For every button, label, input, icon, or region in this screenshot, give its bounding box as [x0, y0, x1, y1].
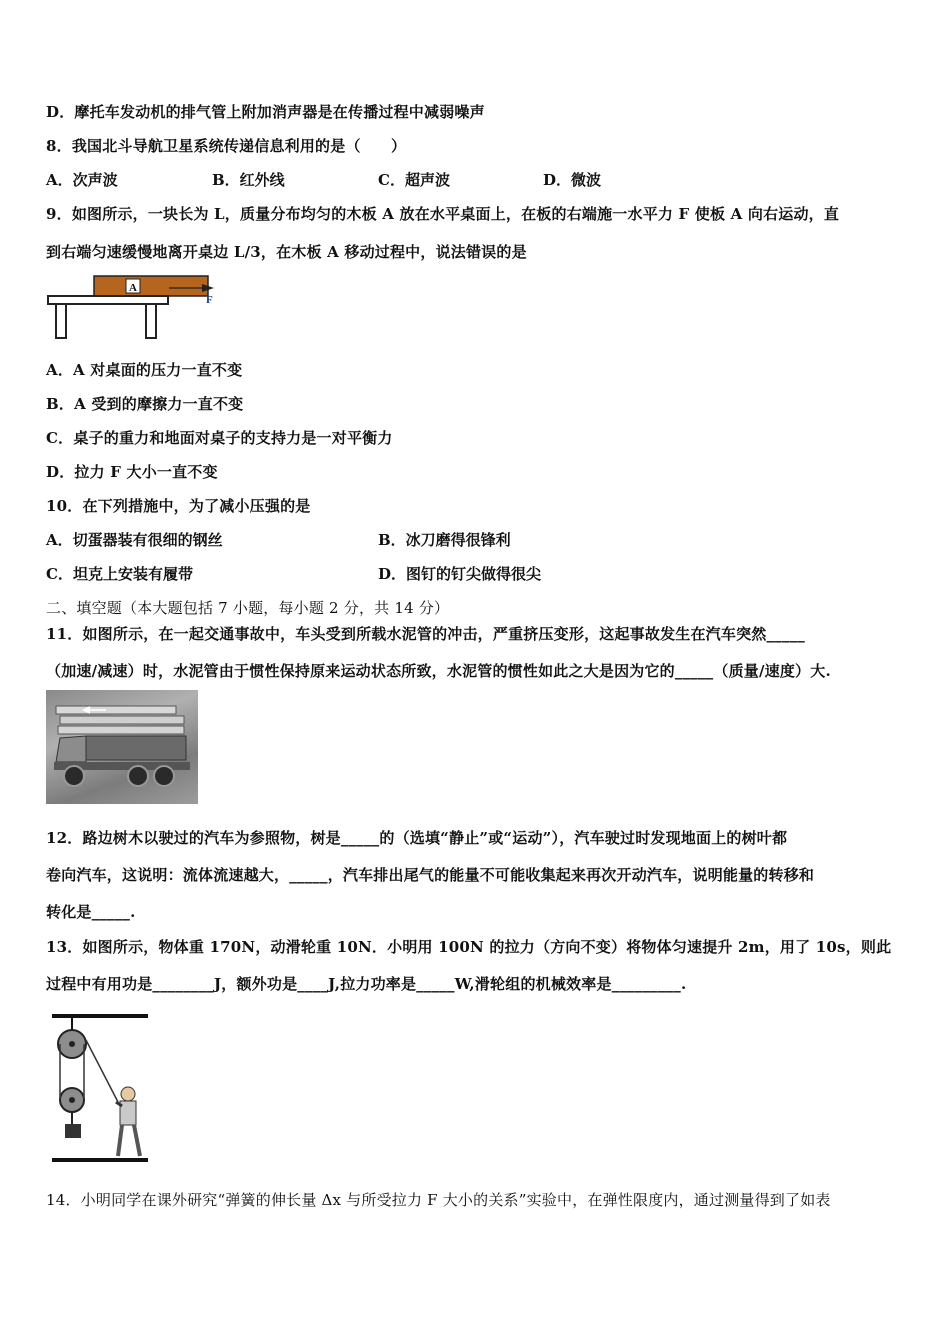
q12-line3: 转化是_____.	[46, 903, 136, 921]
q11-line1: 11．如图所示，在一起交通事故中，车头受到所载水泥管的冲击，严重挤压变形，这起事故发生在汽车突然_____	[46, 625, 805, 643]
q11-truck-photo	[46, 690, 198, 804]
force-label: F	[206, 294, 213, 306]
person-head	[121, 1087, 135, 1101]
q8-option-a: A．次声波	[46, 171, 118, 189]
board-a	[94, 276, 208, 296]
section2-title: 二、填空题（本大题包括 7 小题，每小题 2 分，共 14 分）	[46, 599, 450, 617]
weight-block	[65, 1124, 81, 1138]
q9-option-a: A．A 对桌面的压力一直不变	[46, 361, 243, 379]
q12-line1: 12．路边树木以驶过的汽车为参照物，树是_____的（选填“静止”或“运动”），汽车驶过时发现地面上的树叶都	[46, 829, 788, 847]
board-label: A	[129, 282, 137, 294]
table-leg-left	[56, 304, 66, 338]
q14-line1: 14．小明同学在课外研究“弹簧的伸长量 Δx 与所受拉力 F 大小的关系”实验中，在弹性限度内，通过测量得到了如表	[46, 1191, 831, 1209]
q8-stem: 8．我国北斗导航卫星系统传递信息利用的是（ ）	[46, 137, 407, 155]
q9-stem-line2: 到右端匀速缓慢地离开桌边 L/3，在木板 A 移动过程中，说法错误的是	[46, 243, 527, 261]
q9-option-d: D．拉力 F 大小一直不变	[46, 463, 218, 481]
q10-stem: 10．在下列措施中，为了减小压强的是	[46, 497, 311, 515]
q13-line2: 过程中有用功是________J，额外功是____J,拉力功率是_____W,滑轮组的机械效率是_________.	[46, 975, 687, 993]
q9-option-c: C．桌子的重力和地面对桌子的支持力是一对平衡力	[46, 429, 393, 447]
q10-option-b: B．冰刀磨得很锋利	[378, 531, 511, 549]
q8-option-c: C．超声波	[378, 171, 450, 189]
q8-option-b: B．红外线	[212, 171, 285, 189]
pull-rope	[86, 1040, 118, 1102]
q10-option-c: C．坦克上安装有履带	[46, 565, 193, 583]
q13-pulley-figure	[48, 1010, 152, 1166]
q11-line2: （加速/减速）时，水泥管由于惯性保持原来运动状态所致，水泥管的惯性如此之大是因为它的_____（质量/速度）大.	[46, 662, 831, 680]
q10-option-d: D．图钉的钉尖做得很尖	[378, 565, 542, 583]
q12-line2: 卷向汽车，这说明：流体流速越大，_____，汽车排出尾气的能量不可能收集起来再次开动汽车，说明能量的转移和	[46, 866, 815, 884]
q7-option-d: D．摩托车发动机的排气管上附加消声器是在传播过程中减弱噪声	[46, 103, 485, 121]
q8-option-d: D．微波	[543, 171, 602, 189]
q9-board-table-figure	[44, 272, 219, 342]
q10-option-a: A．切蛋器装有很细的钢丝	[46, 531, 223, 549]
q9-stem-line1: 9．如图所示，一块长为 L，质量分布均匀的木板 A 放在水平桌面上，在板的右端施一水平力 F 使板 A 向右运动，直	[46, 205, 840, 223]
q9-option-b: B．A 受到的摩擦力一直不变	[46, 395, 244, 413]
truck-illustration	[46, 690, 198, 804]
table-top	[48, 296, 168, 304]
table-leg-right	[146, 304, 156, 338]
q13-line1: 13．如图所示，物体重 170N，动滑轮重 10N．小明用 100N 的拉力（方向不变）将物体匀速提升 2m，用了 10s，则此	[46, 938, 892, 956]
